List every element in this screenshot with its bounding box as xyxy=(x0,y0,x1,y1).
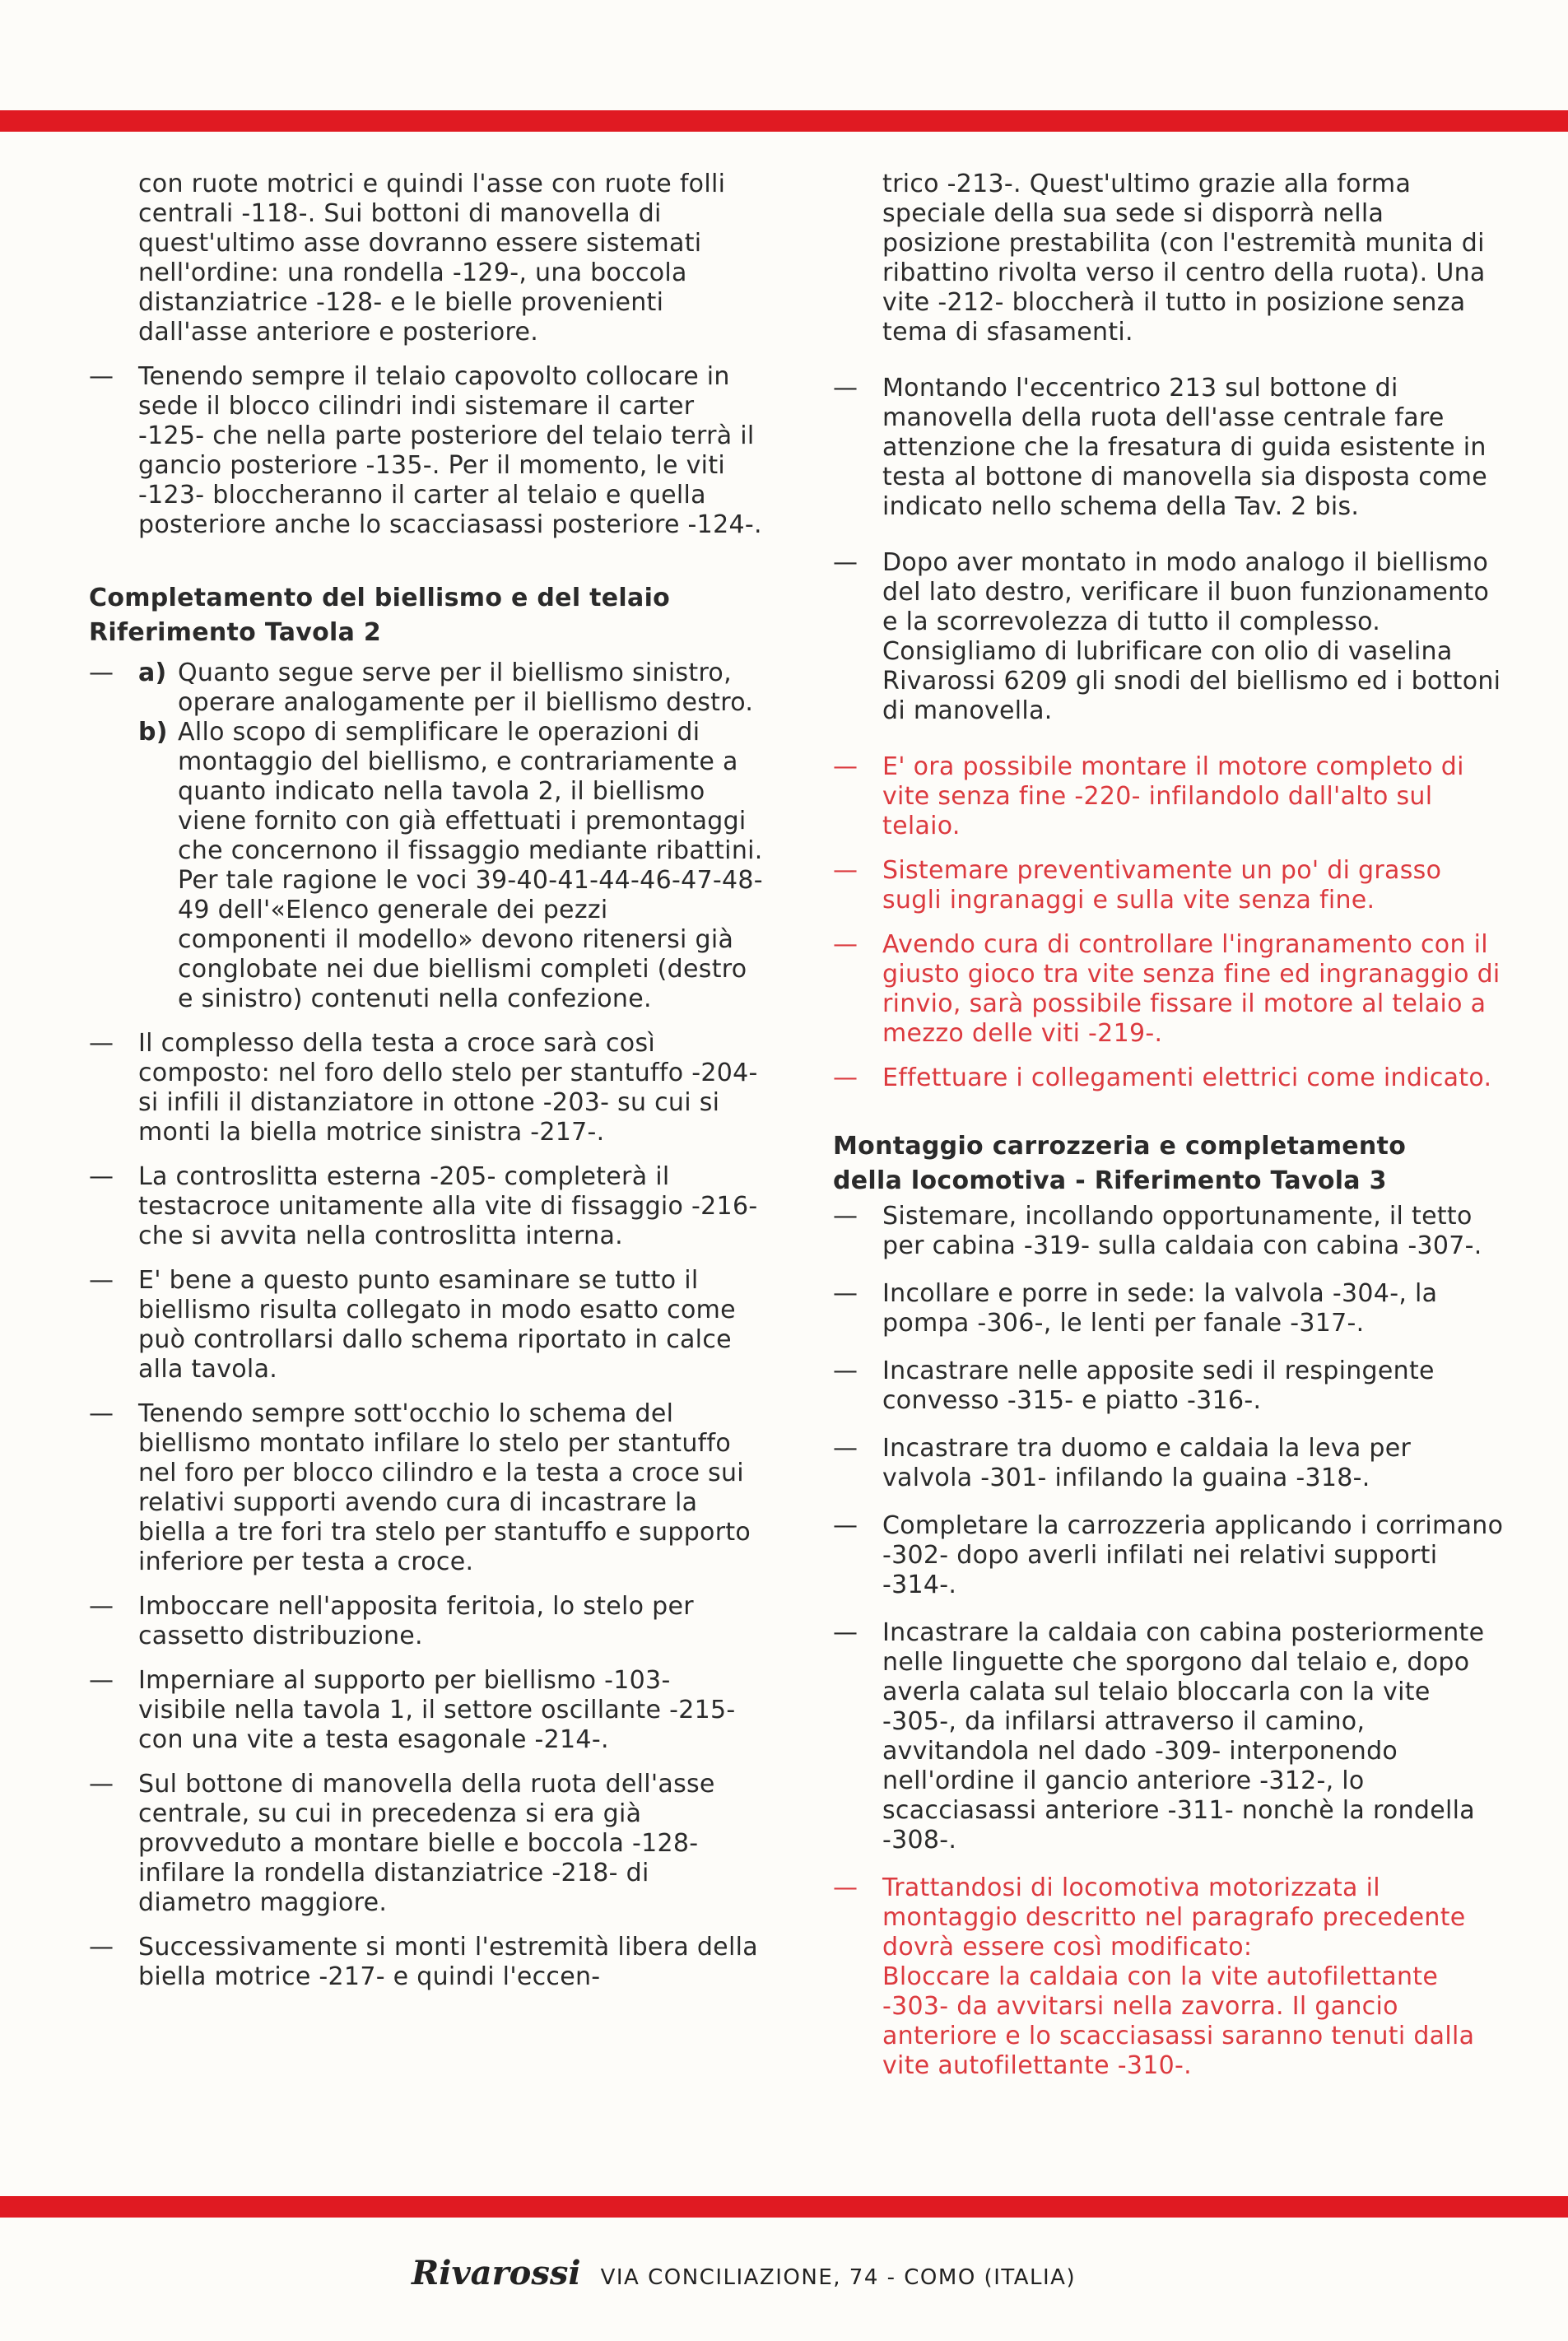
bullet-text: Successivamente si monti l'estremità libera della biella motrice -217- e quindi l'eccen- xyxy=(138,1933,758,1991)
list-item xyxy=(89,1266,764,1385)
heading-line-1: Completamento del biellismo e del telaio xyxy=(89,584,671,612)
item-b xyxy=(138,718,764,1014)
dash-marker: — xyxy=(89,362,114,391)
heading-line-1: Montaggio carrozzeria e completamento xyxy=(833,1132,1407,1161)
item-a-text: Quanto segue serve per il biellismo sinistro, operare analogamente per il biellismo destro. xyxy=(178,659,754,717)
dash-marker: — xyxy=(89,1266,114,1295)
dash-marker: — xyxy=(89,1933,114,1962)
modification-body xyxy=(882,1873,1508,2081)
left-column xyxy=(89,170,764,2007)
bullet-text: Tenendo sempre il telaio capovolto collocare in sede il blocco cilindri indi sistemare il carter -125- che nella parte posteriore del telaio terrà il gancio posteriore -135-. Per il momento, le viti -123- bloccheranno il carter al telaio e quella posteriore anche lo scacciasassi posteriore -124-. xyxy=(138,362,762,539)
top-red-stripe xyxy=(0,110,1568,132)
dash-marker: — xyxy=(833,1357,858,1385)
list-item xyxy=(833,930,1508,1049)
bullet-text: Incastrare nelle apposite sedi il respingente convesso -315- e piatto -316-. xyxy=(882,1357,1435,1415)
list-item xyxy=(833,1279,1508,1338)
list-item xyxy=(833,374,1508,522)
list-item xyxy=(833,1063,1508,1093)
dash-marker: — xyxy=(833,1279,858,1308)
right-intro-paragraph: trico -213-. Quest'ultimo grazie alla forma speciale della sua sede si disporrà nella posizione prestabilita (con l'estremità munita di ribattino rivolta verso il centro della ruota). Una vite -212- bloccherà il tutto in posizione senza tema di sfasamenti. xyxy=(882,170,1486,347)
bullet-text: Imboccare nell'apposita feritoia, lo stelo per cassetto distribuzione. xyxy=(138,1592,694,1650)
rivarossi-logo: Rivarossi xyxy=(412,2254,581,2292)
footer-address: VIA CONCILIAZIONE, 74 - COMO (ITALIA) xyxy=(600,2265,1077,2290)
bullet-text: Incollare e porre in sede: la valvola -304-, la pompa -306-, le lenti per fanale -317-. xyxy=(882,1279,1438,1338)
bullet-text: Sistemare preventivamente un po' di grasso sugli ingranaggi e sulla vite senza fine. xyxy=(882,856,1442,915)
dash-marker: — xyxy=(89,1162,114,1191)
right-bullet-modification xyxy=(833,1873,1508,2081)
left-bullet-list xyxy=(89,1029,764,1992)
list-item xyxy=(833,856,1508,915)
item-b-body xyxy=(178,718,764,1014)
left-bullet-carter xyxy=(89,362,764,540)
list-item xyxy=(833,548,1508,726)
dash-marker: — xyxy=(89,1770,114,1799)
bullet-text: Tenendo sempre sott'occhio lo schema del biellismo montato infilare lo stelo per stantuffo nel foro per blocco cilindro e la testa a croce sui relativi supporti avendo cura di incastrare la biella a tre fori tra stelo per stantuffo e supporto inferiore per testa a croce. xyxy=(138,1399,751,1576)
footer xyxy=(412,2254,1235,2292)
list-item xyxy=(833,1511,1508,1600)
right-bullet-list-a xyxy=(833,374,1508,1093)
dash-marker: — xyxy=(89,1666,114,1695)
dash-marker: — xyxy=(833,752,858,781)
dash-marker: — xyxy=(833,1063,858,1092)
modification-continuation: Bloccare la caldaia con la vite autofilettante -303- da avvitarsi nella zavorra. Il gancio anteriore e lo scacciasassi saranno tenuti dalla vite autofilettante -310-. xyxy=(882,1962,1475,2080)
list-item xyxy=(89,1399,764,1577)
dash-marker: — xyxy=(833,930,858,959)
list-item xyxy=(833,1618,1508,1855)
dash-marker: — xyxy=(89,1592,114,1621)
dash-marker: — xyxy=(833,856,858,885)
bullet-text: Imperniare al supporto per biellismo -103- visibile nella tavola 1, il settore oscillante -215- con una vite a testa esagonale -214-. xyxy=(138,1666,736,1754)
bullet-text: E' ora possibile montare il motore completo di vite senza fine -220- infilandolo dall'alto sul telaio. xyxy=(882,752,1464,840)
heading-line-2: della locomotiva - Riferimento Tavola 3 xyxy=(833,1166,1387,1195)
bullet-text: Incastrare la caldaia con cabina posteriormente nelle linguette che sporgono dal telaio e, dopo averla calata sul telaio bloccarla con la vite -305-, da infilarsi attraverso il camino, avvitandola nel dado -309- interponendo nell'ordine il gancio anteriore -312-, lo scacciasassi anteriore -311- nonchè la rondella -308-. xyxy=(882,1618,1485,1855)
bullet-text: E' bene a questo punto esaminare se tutto il biellismo risulta collegato in modo esatto come può controllarsi dallo schema riportato in calce alla tavola. xyxy=(138,1266,736,1384)
dash-marker: — xyxy=(833,1618,858,1647)
bullet-text: Completare la carrozzeria applicando i corrimano -302- dopo averli infilati nei relativi supporti -314-. xyxy=(882,1511,1504,1599)
list-item xyxy=(833,752,1508,841)
item-b-continuation: Per tale ragione le voci 39-40-41-44-46-47-48-49 dell'«Elenco generale dei pezzi componenti il modello» devono ritenersi già conglobate nei due biellismi completi (destro e sinistro) contenuti nella confezione. xyxy=(178,866,763,1013)
ab-list xyxy=(138,659,764,1014)
dash-marker: — xyxy=(833,1434,858,1463)
section-heading-carrozzeria xyxy=(833,1129,1508,1198)
left-bullet-ab xyxy=(89,659,764,1014)
heading-line-2: Riferimento Tavola 2 xyxy=(89,618,382,647)
bullet-text: Incastrare tra duomo e caldaia la leva per valvola -301- infilando la guaina -318-. xyxy=(882,1434,1412,1492)
list-item xyxy=(833,1434,1508,1493)
bullet-text: Sistemare, incollando opportunamente, il tetto per cabina -319- sulla caldaia con cabina -307-. xyxy=(882,1202,1482,1260)
dash-marker: — xyxy=(833,548,858,577)
bottom-red-stripe xyxy=(0,2196,1568,2218)
dash-marker: — xyxy=(89,1399,114,1428)
list-item xyxy=(833,1202,1508,1261)
item-a-label: a) xyxy=(138,659,167,687)
list-item xyxy=(89,1592,764,1651)
bullet-text: La controslitta esterna -205- completerà il testacroce unitamente alla vite di fissaggio -216- che si avvita nella controslitta interna. xyxy=(138,1162,758,1250)
list-item xyxy=(89,1770,764,1918)
dash-marker: — xyxy=(833,1873,858,1902)
dash-marker: — xyxy=(833,1511,858,1540)
dash-marker: — xyxy=(833,374,858,403)
list-item xyxy=(89,1933,764,1992)
dash-marker: — xyxy=(89,1029,114,1058)
item-b-text: Allo scopo di semplificare le operazioni di montaggio del biellismo, e contrariamente a quanto indicato nella tavola 2, il biellismo viene fornito con già effettuati i premontaggi che concernono il fissaggio mediante ribattini. xyxy=(178,718,763,865)
modification-text: Trattandosi di locomotiva motorizzata il montaggio descritto nel paragrafo precedente dovrà essere così modificato: xyxy=(882,1873,1466,1962)
left-intro-paragraph: con ruote motrici e quindi l'asse con ruote folli centrali -118-. Sui bottoni di manovella di quest'ultimo asse dovranno essere sistemati nell'ordine: una rondella -129-, una boccola distanziatrice -128- e le bielle provenienti dall'asse anteriore e posteriore. xyxy=(138,170,726,347)
bullet-text: Il complesso della testa a croce sarà così composto: nel foro dello stelo per stantuffo -204- si infili il distanziatore in ottone -203- su cui si monti la biella motrice sinistra -217-. xyxy=(138,1029,758,1147)
dash-marker: — xyxy=(89,659,114,687)
dash-marker: — xyxy=(833,1202,858,1231)
item-b-label: b) xyxy=(138,718,168,747)
list-item xyxy=(833,1357,1508,1416)
right-column xyxy=(833,170,1508,2096)
list-item xyxy=(89,1162,764,1251)
list-item xyxy=(89,1029,764,1147)
bullet-text: Dopo aver montato in modo analogo il biellismo del lato destro, verificare il buon funzionamento e la scorrevolezza di tutto il complesso. Consigliamo di lubrificare con olio di vaselina Rivarossi 6209 gli snodi del biellismo ed i bottoni di manovella. xyxy=(882,548,1501,725)
item-a xyxy=(138,659,764,718)
section-heading-biellismo xyxy=(89,581,764,650)
bullet-text: Avendo cura di controllare l'ingranamento con il giusto gioco tra vite senza fine ed ingranaggio di rinvio, sarà possibile fissare il motore al telaio a mezzo delle viti -219-. xyxy=(882,930,1501,1048)
bullet-text: Effettuare i collegamenti elettrici come indicato. xyxy=(882,1063,1492,1092)
bullet-text: Montando l'eccentrico 213 sul bottone di manovella della ruota dell'asse centrale fare attenzione che la fresatura di guida esistente in testa al bottone di manovella sia disposta come indicato nello schema della Tav. 2 bis. xyxy=(882,374,1487,521)
list-item xyxy=(89,1666,764,1755)
right-bullet-list-b xyxy=(833,1202,1508,1855)
bullet-text: Sul bottone di manovella della ruota dell'asse centrale, su cui in precedenza si era già provveduto a montare bielle e boccola -128- infilare la rondella distanziatrice -218- di diametro maggiore. xyxy=(138,1770,715,1917)
